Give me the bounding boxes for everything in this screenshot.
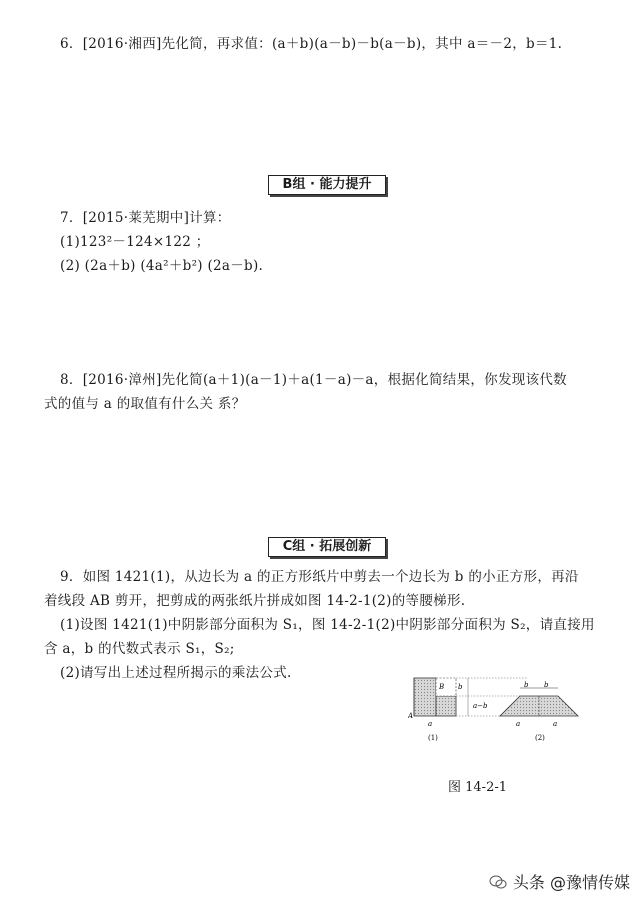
question-9-line1: 9．如图 1421(1)，从边长为 a 的正方形纸片中剪去一个边长为 b 的小正方形，再沿 — [60, 569, 579, 585]
label-a-1: a — [428, 720, 433, 728]
figure-part-1 — [414, 678, 456, 716]
question-7-part1: (1)123²－124×122 ； — [60, 234, 210, 250]
question-7-part2: (2) (2a＋b) (4a²＋b²) (2a－b). — [60, 258, 264, 274]
question-9-line5: (2)请写出上述过程所揭示的乘法公式. — [60, 665, 292, 681]
question-6: 6．[2016·湘西]先化简，再求值：(a＋b)(a－b)－b(a－b)，其中 a＝－2，b＝1. — [60, 36, 563, 52]
figure-14-2-1 — [408, 676, 584, 766]
question-7-title: 7．[2015·莱芜期中]计算： — [60, 210, 231, 226]
question-8-line1: 8．[2016·漳州]先化简(a＋1)(a－1)＋a(1－a)－a，根据化简结果，你发现该代数 — [60, 372, 567, 388]
label-b-3: b — [544, 681, 549, 689]
figure-caption: 图 14-2-1 — [448, 780, 508, 795]
question-9-line3: (1)设图 1421(1)中阴影部分面积为 S₁，图 14-2-1(2)中阴影部分面积为 S₂，请直接用 — [60, 617, 595, 633]
question-9-line2: 着线段 AB 剪开，把剪成的两张纸片拼成如图 14-2-1(2)的等腰梯形. — [44, 593, 466, 609]
question-8-line2: 式的值与 a 的取值有什么关 系？ — [44, 396, 246, 412]
watermark — [489, 870, 630, 893]
figure-part-2 — [500, 688, 578, 716]
label-b-1: b — [458, 683, 463, 691]
watermark-text: 头条 @豫情传媒 — [512, 873, 630, 892]
label-2: (2) — [535, 734, 545, 742]
label-b-2: b — [524, 681, 529, 689]
question-9-line4: 含 a，b 的代数式表示 S₁，S₂; — [44, 641, 235, 657]
section-banner-b: B组 · 能力提升 — [268, 175, 386, 195]
label-a-3: a — [553, 720, 558, 728]
section-banner-c: C组 · 拓展创新 — [268, 537, 386, 557]
label-a-2: a — [516, 720, 521, 728]
wechat-icon — [489, 875, 507, 889]
label-a-minus-b: a−b — [473, 702, 488, 710]
label-A: A — [408, 712, 414, 720]
label-B: B — [439, 683, 445, 691]
label-1: (1) — [428, 734, 438, 742]
